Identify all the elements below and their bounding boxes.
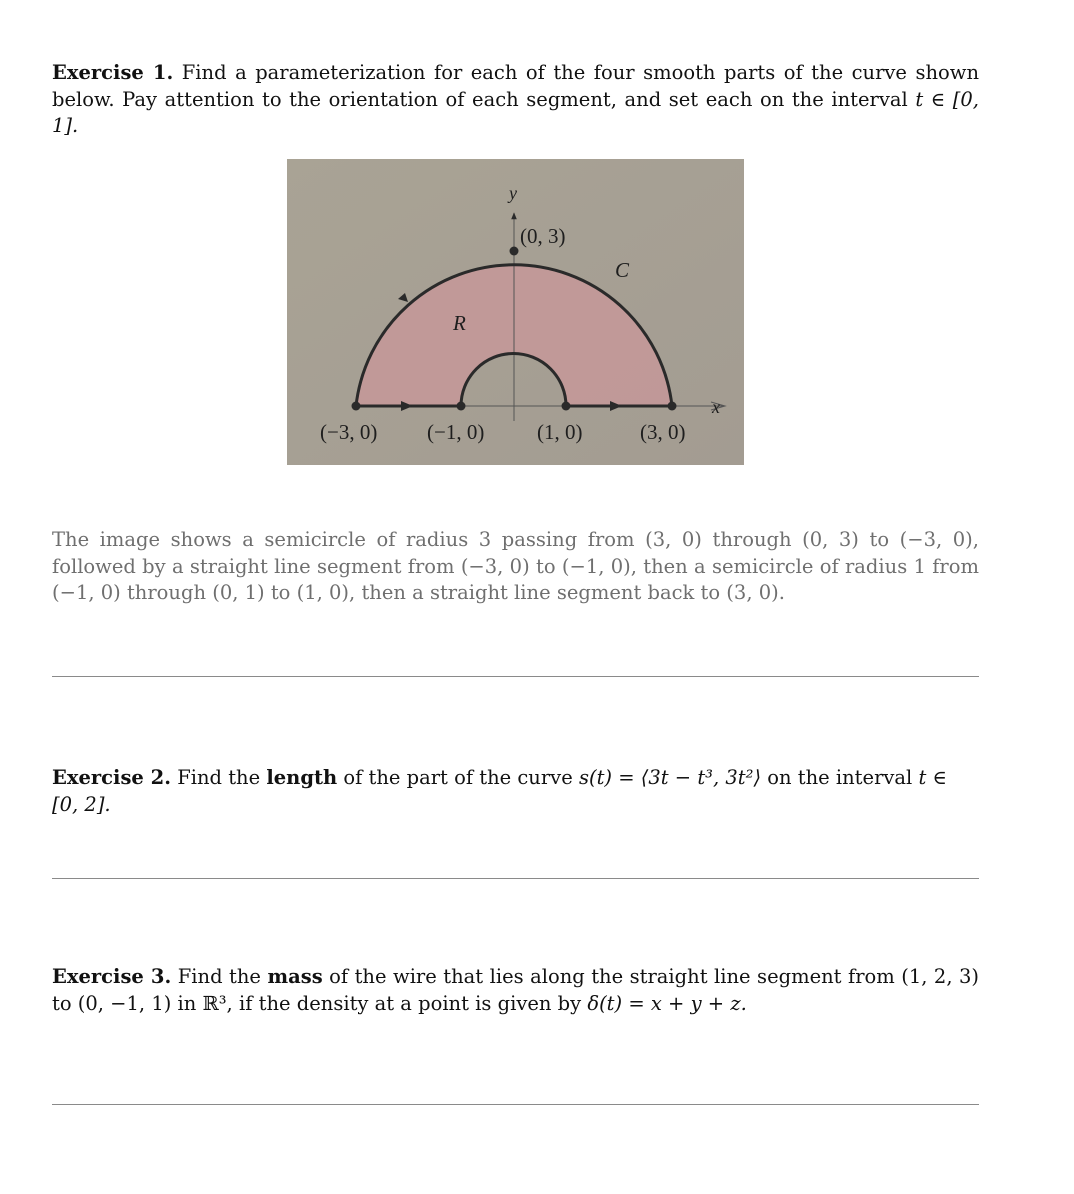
region-r-label: R bbox=[453, 311, 466, 335]
point-top bbox=[510, 247, 519, 256]
point-pos1 bbox=[562, 402, 571, 411]
curve-c-label: C bbox=[615, 258, 630, 282]
point-pos3-label: (3, 0) bbox=[640, 420, 686, 444]
exercise-2-label: Exercise 2. bbox=[52, 766, 171, 789]
exercise-3-text-b: of the wire that lies along the straight line segment from (1, 2, 3) to (0, −1, 1) in ℝ³, if the density at a point is given by bbox=[52, 965, 980, 1015]
exercise-1-label: Exercise 1. bbox=[52, 61, 174, 84]
point-neg1-label: (−1, 0) bbox=[427, 420, 485, 444]
point-neg1 bbox=[457, 402, 466, 411]
exercise-2-text-c: on the interval bbox=[761, 766, 919, 789]
exercise-1-line2: Pay attention to the orientation of each segment, and set each on the interval bbox=[122, 87, 916, 111]
exercise-1-line1: Find a parameterization for each of the four smooth parts of the curve shown below. bbox=[52, 61, 979, 111]
exercise-3-label: Exercise 3. bbox=[52, 965, 172, 988]
answer-divider-2 bbox=[52, 878, 979, 879]
exercise-2-keyword: length bbox=[266, 766, 338, 789]
curve-figure-svg bbox=[287, 159, 744, 465]
exercise-3-keyword: mass bbox=[267, 965, 323, 988]
exercise-3-formula: δ(t) = x + y + z. bbox=[587, 991, 747, 1015]
y-axis-label: y bbox=[509, 183, 517, 203]
curve-figure bbox=[287, 159, 744, 465]
point-pos1-label: (1, 0) bbox=[537, 420, 583, 444]
answer-divider-3 bbox=[52, 1104, 979, 1105]
exercise-3-text-a: Find the bbox=[177, 965, 268, 988]
exercise-1-interval: t ∈ [0, 1]. bbox=[52, 87, 979, 137]
point-top-label: (0, 3) bbox=[520, 224, 566, 248]
exercise-2-formula: s(t) = ⟨3t − t³, 3t²⟩ bbox=[578, 766, 762, 789]
exercise-3-prompt bbox=[52, 964, 979, 1017]
exercise-1-prompt bbox=[52, 60, 979, 140]
answer-divider-1 bbox=[52, 676, 979, 677]
point-pos3 bbox=[668, 402, 677, 411]
exercise-2-text-a: Find the bbox=[177, 766, 267, 789]
exercise-2-text-b: of the part of the curve bbox=[337, 766, 579, 789]
point-neg3-label: (−3, 0) bbox=[320, 420, 378, 444]
x-axis-label: x bbox=[712, 397, 720, 417]
exercise-2-interval: t ∈ [0, 2]. bbox=[52, 766, 947, 816]
exercise-2-prompt bbox=[52, 765, 979, 818]
figure-description: The image shows a semicircle of radius 3 passing from (3, 0) through (0, 3) to (−3, 0), followed by a straight line segment from (−3, 0) to (−1, 0), then a semicircle of radius 1 from (−1, 0) through (0, 1) to (1, 0), then a straight line segment back to (3, 0). bbox=[52, 528, 979, 604]
point-neg3 bbox=[352, 402, 361, 411]
